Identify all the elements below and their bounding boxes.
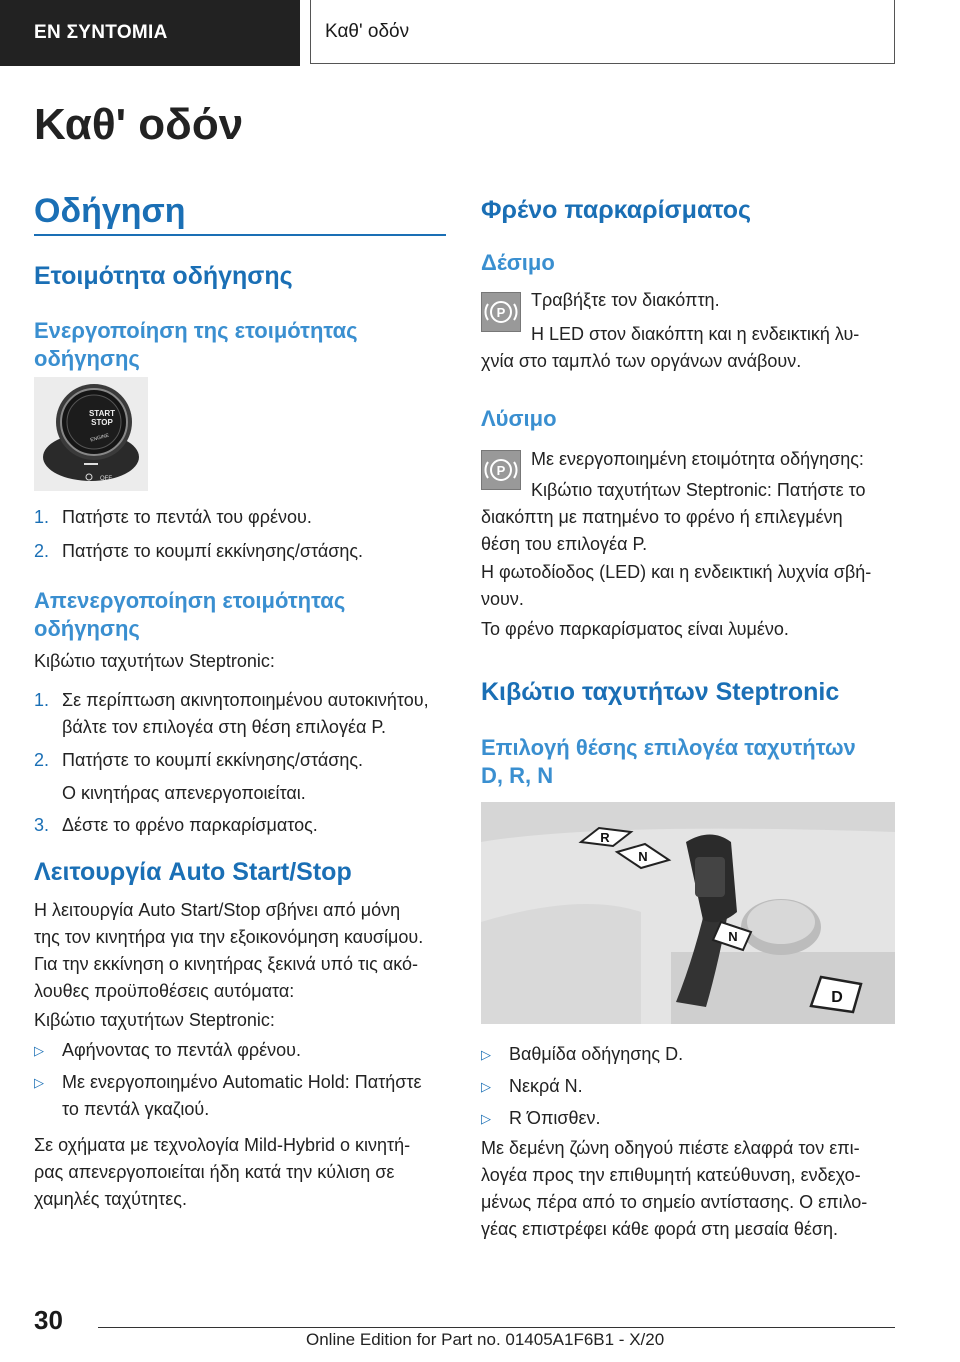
footer-rule [98,1327,895,1328]
deactivate-step-2-number: 2. [34,750,50,770]
activate-heading-line1: Ενεργοποίηση της ετοιμότητας [34,318,358,343]
release-p3-line2: νουν. [481,589,524,609]
release-p2-line1: Κιβώτιο ταχυτήτων Steptronic: Πατήστε το [531,480,866,500]
parking-brake-icon [481,292,521,332]
svg-text:P: P [496,463,506,478]
bullet-triangle-icon: ▷ [481,1047,491,1062]
bullet-triangle-icon: ▷ [34,1075,44,1090]
gear-bullet-2: Νεκρά N. [509,1076,583,1096]
final-p-line4: γέας επιστρέφει κάθε φορά στη μεσαία θέση. [481,1219,838,1239]
gear-label-n-top: N [638,849,648,864]
gear-label-r: R [600,830,610,845]
autostart-p3-line2: ρας απενεργοποιείται ήδη κατά την κύλιση σε [34,1162,395,1182]
button-text-start: START [88,409,116,418]
release-p1: Με ενεργοποιημένη ετοιμότητα οδήγησης: [531,449,864,469]
autostart-bullet-2-line2: το πεντάλ γκαζιού. [62,1099,210,1119]
activate-step-1-number: 1. [34,507,50,527]
gear-bullet-1: Βαθμίδα οδήγησης D. [509,1044,684,1064]
autostart-p1-line2: της τον κινητήρα για την εξοικονόμηση καυσίμου. [34,927,424,947]
gear-label-d: D [831,989,843,1006]
autostart-p2: Κιβώτιο ταχυτήτων Steptronic: [34,1010,275,1030]
activate-step-2-number: 2. [34,541,50,561]
release-p4: Το φρένο παρκαρίσματος είναι λυμένο. [481,619,789,639]
gear-selector-photo [481,802,895,1024]
bind-p2-line2: χνία στο ταμπλό των οργάνων ανάβουν. [481,351,802,371]
release-p3-line1: Η φωτοδίοδος (LED) και η ενδεικτική λυχνία σβή- [481,562,872,582]
autostart-p1-line4: λουθες προϋποθέσεις αυτόματα: [34,981,295,1001]
start-stop-button-illustration [34,377,148,491]
release-heading: Λύσιμο [481,406,557,431]
autostart-p1-line3: Για την εκκίνηση ο κινητήρας ξεκινά υπό τις ακό- [34,954,419,974]
button-text-off: OFF [100,476,112,482]
bind-heading: Δέσιμο [481,250,555,275]
select-heading-line1: Επιλογή θέσης επιλογέα ταχυτήτων [481,735,856,760]
page-number: 30 [34,1305,63,1335]
deactivate-intro: Κιβώτιο ταχυτήτων Steptronic: [34,651,275,671]
bind-p2-line1: Η LED στον διακόπτη και η ενδεικτική λυ- [531,324,860,344]
deactivate-heading-line2: οδήγησης [34,616,140,641]
button-text-engine: ENGINE [89,432,110,444]
autostart-p3-line1: Σε οχήματα με τεχνολογία Mild-Hybrid ο κινητή- [34,1135,411,1155]
deactivate-heading-line1: Απενεργοποίηση ετοιμότητας [34,588,346,613]
readiness-heading: Ετοιμότητα οδήγησης [34,262,293,290]
deactivate-step-3-line1: Δέστε το φρένο παρκαρίσματος. [62,815,318,835]
bullet-triangle-icon: ▷ [481,1111,491,1126]
start-stop-button-photo [34,377,148,491]
autostart-p3-line3: χαμηλές ταχύτητες. [34,1189,187,1209]
final-p-line2: λογέα προς την επιθυμητή κατεύθυνση, ενδεχο- [481,1165,861,1185]
section-driving-heading: Οδήγηση [34,192,186,230]
autostart-bullet-1: Αφήνοντας το πεντάλ φρένου. [62,1040,302,1060]
svg-text:P: P [496,305,506,320]
autostart-heading: Λειτουργία Auto Start/Stop [34,858,352,886]
release-p2-line3: θέση του επιλογέα P. [481,534,648,554]
deactivate-step-1-line1: Σε περίπτωση ακινητοποιημένου αυτοκινήτου, [62,690,429,710]
final-p-line1: Με δεμένη ζώνη οδηγού πιέστε ελαφρά τον επι- [481,1138,860,1158]
gear-bullet-3: R Όπισθεν. [509,1108,601,1128]
parking-brake-heading: Φρένο παρκαρίσματος [481,196,752,224]
autostart-bullet-2-line1: Με ενεργοποιημένο Automatic Hold: Πατήστε [62,1072,422,1092]
parking-brake-icon [481,450,521,490]
release-p2-line2: διακόπτη με πατημένο το φρένο ή επιλεγμένη [481,507,843,527]
footer-edition: Online Edition for Part no. 01405A1F6B1 - X/20 [306,1330,665,1349]
activate-step-1-text: Πατήστε το πεντάλ του φρένου. [62,507,312,527]
page-title: Καθ' οδόν [34,100,244,149]
bullet-triangle-icon: ▷ [481,1079,491,1094]
bullet-triangle-icon: ▷ [34,1043,44,1058]
gear-selector-illustration [481,802,895,1024]
autostart-p1-line1: Η λειτουργία Auto Start/Stop σβήνει από μόνη [34,900,401,920]
button-text-stop: STOP [91,418,113,427]
deactivate-step-1-number: 1. [34,690,50,710]
activate-heading-line2: οδήγησης [34,346,140,371]
header-chapter: Καθ' οδόν [310,0,895,64]
deactivate-step-1-line2: βάλτε τον επιλογέα στη θέση επιλογέα P. [62,717,387,737]
steptronic-heading: Κιβώτιο ταχυτήτων Steptronic [481,678,840,706]
header-section: ΕΝ ΣΥΝΤΟΜΙΑ [0,0,300,66]
heading-rule [34,234,446,236]
engine-off-text: Ο κινητήρας απενεργοποιείται. [62,783,306,803]
select-heading-line2: D, R, N [481,763,554,788]
gear-label-n-bottom: N [728,929,738,944]
final-p-line3: μένως πέρα από το σημείο αντίστασης. Ο επιλο- [481,1192,868,1212]
activate-step-2-text: Πατήστε το κουμπί εκκίνησης/στάσης. [62,541,364,561]
deactivate-step-2-line1: Πατήστε το κουμπί εκκίνησης/στάσης. [62,750,364,770]
bind-p1: Τραβήξτε τον διακόπτη. [531,290,720,310]
deactivate-step-3-number: 3. [34,815,50,835]
